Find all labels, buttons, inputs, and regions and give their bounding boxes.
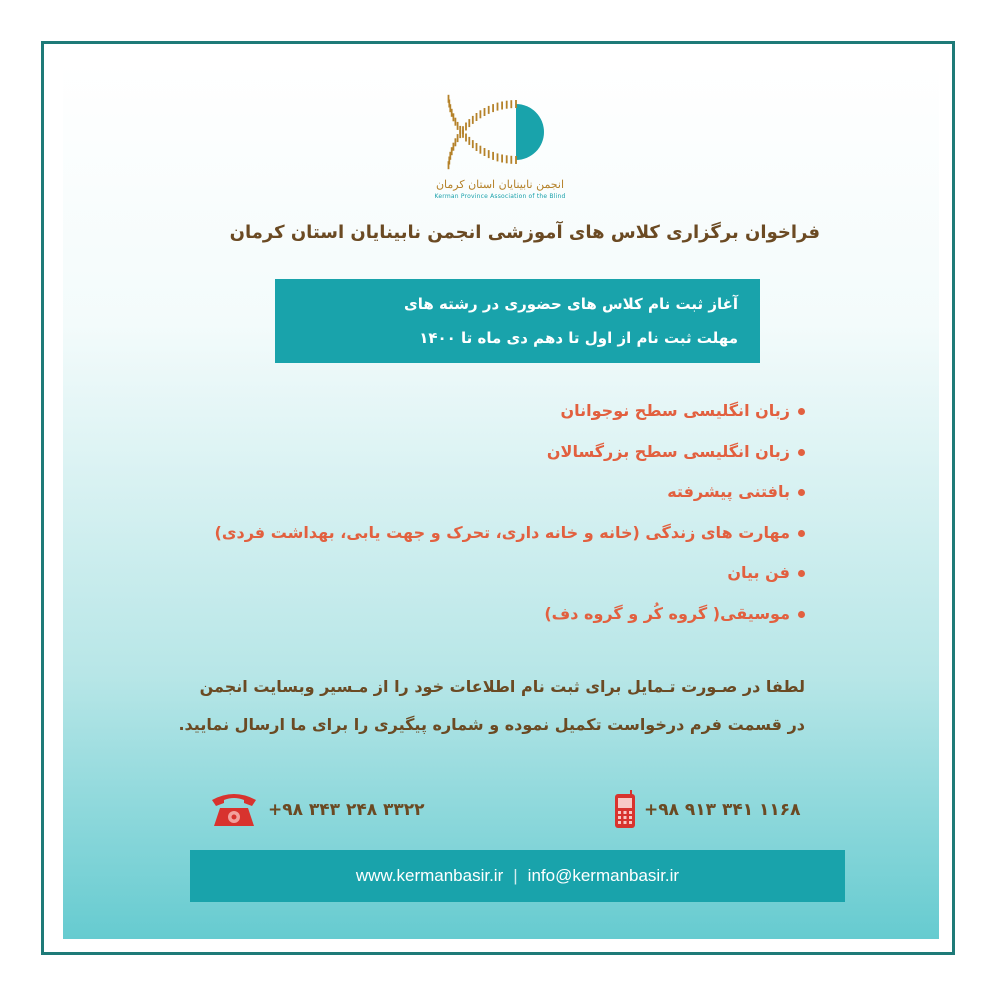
bullet-icon: [798, 530, 805, 537]
list-item: مهارت های زندگی (خانه و خانه داری، تحرک و جهت یابی، بهداشت فردی): [150, 518, 805, 559]
landline-number[interactable]: +۹۸ ۳۴۳ ۲۴۸ ۳۳۲۲: [268, 800, 425, 820]
landline-contact[interactable]: [206, 790, 425, 830]
banner-line-1: آغاز ثبت نام کلاس های حضوری در رشته های: [403, 295, 738, 313]
list-item: بافتنی پیشرفته: [150, 477, 805, 518]
mobile-contact[interactable]: [612, 790, 801, 830]
website-link[interactable]: www.kermanbasir.ir: [355, 866, 504, 885]
list-item: زبان انگلیسی سطح نوجوانان: [150, 396, 805, 437]
instructions-text: [150, 668, 805, 744]
bullet-icon: [798, 489, 805, 496]
logo-name-fa: انجمن نابینایان استان کرمان: [435, 178, 565, 191]
instructions-line-2: در قسمت فرم درخواست تکمیل نموده و شماره پیگیری را برای ما ارسال نمایید.: [178, 715, 805, 734]
mobile-number[interactable]: +۹۸ ۹۱۳ ۳۴۱ ۱۱۶۸: [644, 800, 801, 820]
telephone-icon: [206, 790, 262, 830]
bullet-icon: [798, 611, 805, 618]
footer-bar: [190, 850, 845, 902]
email-link[interactable]: info@kermanbasir.ir: [527, 866, 680, 885]
registration-banner: [275, 279, 760, 363]
page-title: فراخوان برگزاری کلاس های آموزشی انجمن نابینایان استان کرمان: [229, 222, 820, 243]
instructions-line-1: لطفا در صـورت تـمایل برای ثبت نام اطلاعات خود را از مـسیر وبسایت انجمن: [199, 677, 805, 696]
banner-line-2: مهلت ثبت نام از اول تا دهم دی ماه تا ۱۴۰۰: [419, 329, 738, 347]
list-item: فن بیان: [150, 558, 805, 599]
logo-name-en: Kerman Province Association of the Blind: [434, 193, 566, 200]
list-item: زبان انگلیسی سطح بزرگسالان: [150, 437, 805, 478]
bullet-icon: [798, 570, 805, 577]
bullet-icon: [798, 408, 805, 415]
list-item: موسیقی( گروه کُر و گروه دف): [150, 599, 805, 640]
course-list: [150, 396, 805, 639]
footer-separator: |: [513, 866, 518, 885]
mobile-phone-icon: [612, 790, 638, 830]
bullet-icon: [798, 449, 805, 456]
